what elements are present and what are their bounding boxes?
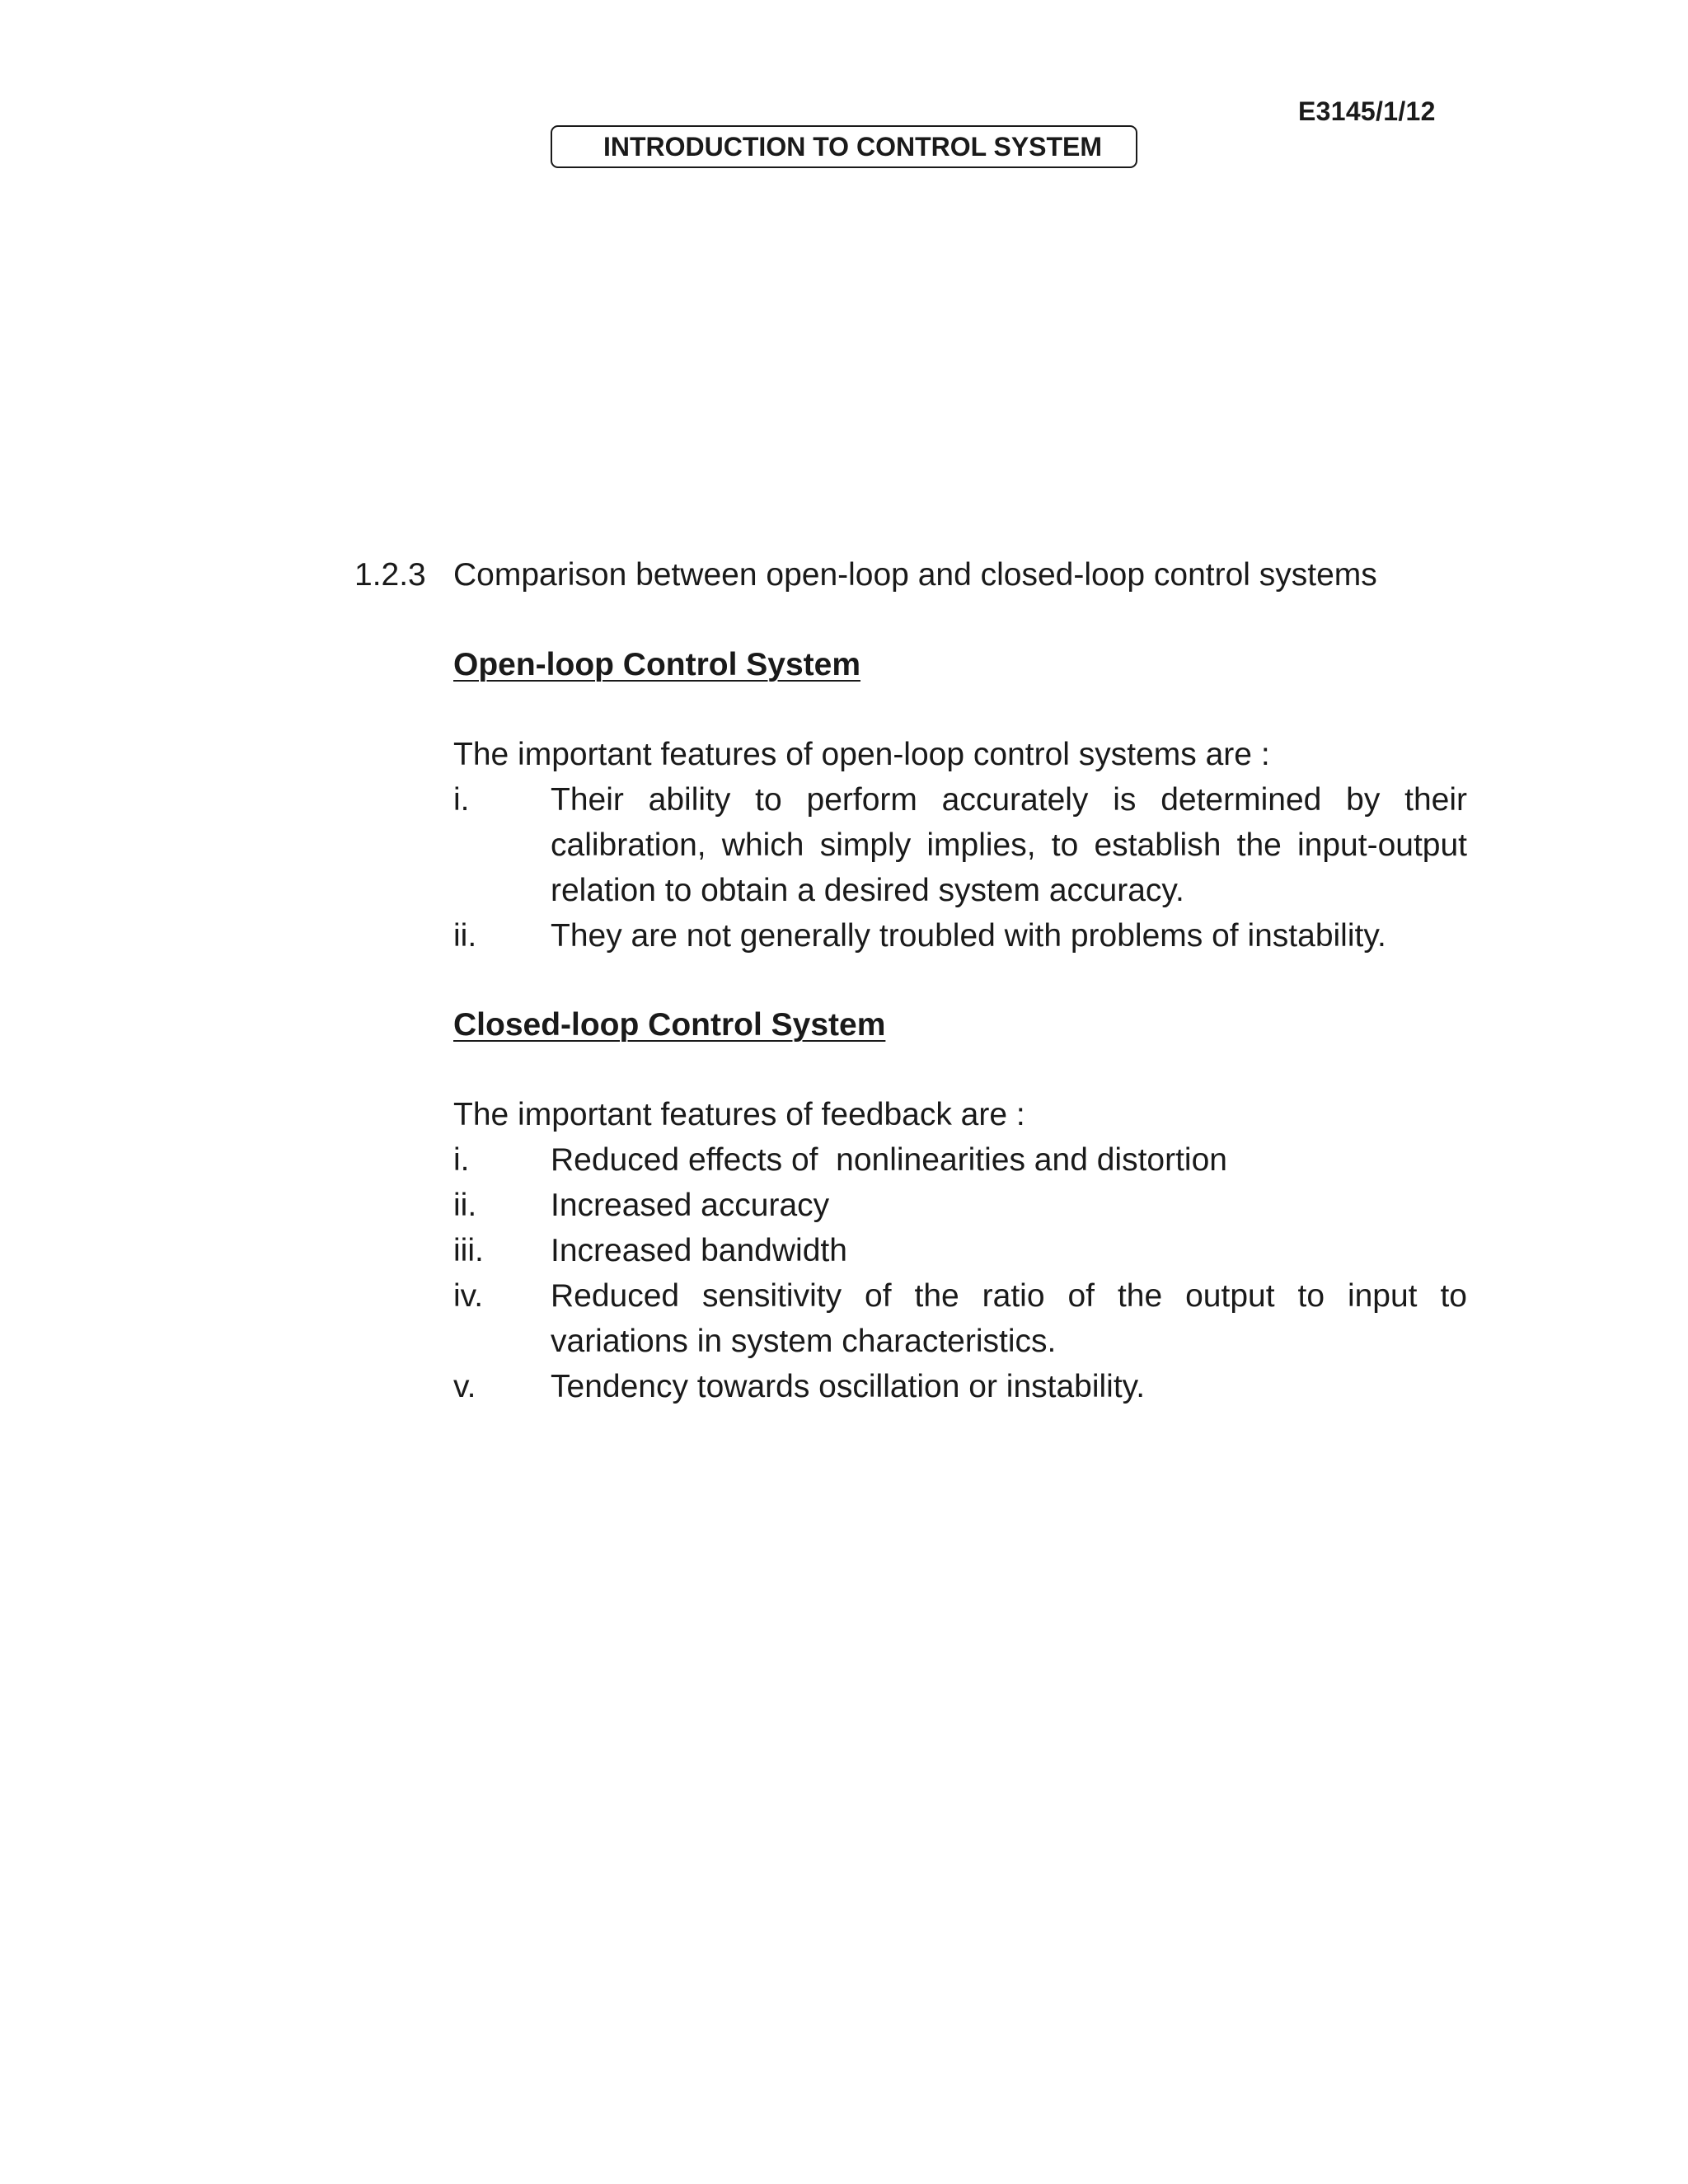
open-loop-feature-list: [453, 777, 1467, 958]
list-item: [453, 1273, 1467, 1364]
list-marker: iv.: [453, 1278, 484, 1314]
header-title: INTRODUCTION TO CONTROL SYSTEM: [603, 132, 1103, 162]
list-item: [453, 1228, 1467, 1273]
page-code: E3145/1/12: [1298, 96, 1436, 126]
list-item-text: Increased bandwidth: [551, 1233, 847, 1268]
open-loop-intro: The important features of open-loop control systems are :: [453, 737, 1270, 772]
list-item-text: Reduced effects of nonlinearities and distortion: [551, 1142, 1227, 1178]
list-marker: v.: [453, 1369, 476, 1404]
list-item-text: Tendency towards oscillation or instability.: [551, 1369, 1146, 1404]
list-item-text: Reduced sensitivity of the ratio of the output to input to variations in system characteristics.: [551, 1278, 1467, 1359]
list-item-text: Increased accuracy: [551, 1188, 830, 1223]
section-number: 1.2.3: [354, 557, 426, 593]
list-item: [453, 1137, 1467, 1183]
list-marker: iii.: [453, 1233, 484, 1268]
section-title: Comparison between open-loop and closed-loop control systems: [453, 557, 1377, 593]
closed-loop-intro: The important features of feedback are :: [453, 1097, 1025, 1132]
section-heading: [354, 552, 1377, 598]
list-marker: i.: [453, 782, 470, 818]
list-item-text: Their ability to perform accurately is determined by their calibration, which simply implies, to establish the input-output relation to obtain a desired system accuracy.: [551, 782, 1467, 908]
list-item: [453, 1183, 1467, 1228]
list-marker: i.: [453, 1142, 470, 1178]
closed-loop-feature-list: [453, 1137, 1467, 1409]
list-item: [453, 1364, 1467, 1409]
list-item-text: They are not generally troubled with problems of instability.: [551, 918, 1386, 954]
list-item: [453, 913, 1467, 958]
list-marker: ii.: [453, 918, 477, 954]
open-loop-heading: Open-loop Control System: [453, 647, 861, 682]
header-title-box: [551, 125, 1137, 168]
list-marker: ii.: [453, 1188, 477, 1223]
closed-loop-heading: Closed-loop Control System: [453, 1007, 886, 1043]
list-item: [453, 777, 1467, 913]
